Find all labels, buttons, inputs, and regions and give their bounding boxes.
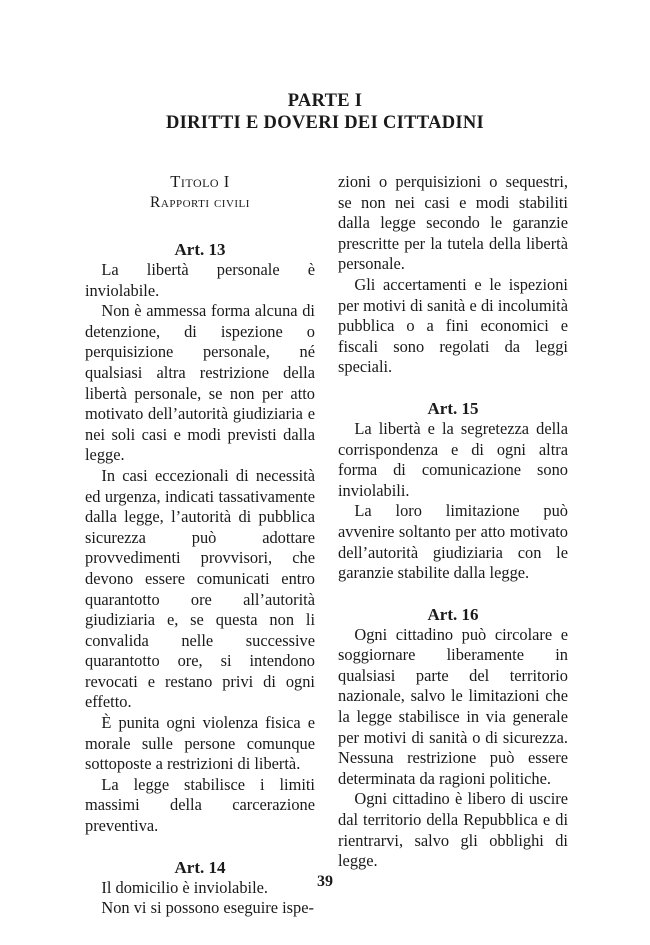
article-13-paragraph: In casi eccezionali di necessità ed urgenza, indicati tassativamente dalla legge, l’autorità di pubblica sicurezza può adottare provvedimenti provvisori, che devono essere comunicati entro quarantotto ore all’autorità giudiziaria e, se questa non li convalida nelle successive quarantotto ore, si intendono revocati e restano privi di ogni effetto.	[85, 465, 315, 712]
article-13-paragraph: La libertà personale è inviolabile.	[85, 260, 315, 300]
article-13-paragraph: È punita ogni violenza fisica e morale sulle persone comunque sottoposte a restrizioni di libertà.	[85, 713, 315, 774]
article-16-paragraph: Ogni cittadino è libero di uscire dal territorio della Repubblica e di rientrarvi, salvo gli obblighi di legge.	[338, 789, 568, 871]
page-number: 39	[317, 873, 333, 890]
title-label: Titolo I	[170, 172, 230, 191]
title-subtitle: Rapporti civili	[150, 193, 250, 211]
title-block	[85, 172, 315, 213]
article-13-paragraph: Non è ammessa forma alcuna di detenzione, di ispezione o perquisizione personale, né qualsiasi altra restrizione della libertà personale, se non per atto motivato dell’autorità giudiziaria e nei soli casi e modi previsti dalla legge.	[85, 301, 315, 465]
part-title: PARTE I	[287, 91, 363, 111]
article-14-paragraph: Il domicilio è inviolabile.	[101, 877, 268, 897]
article-15-heading: Art. 15	[427, 398, 479, 418]
left-column	[85, 172, 315, 919]
article-14-heading: Art. 14	[174, 857, 226, 877]
article-15-paragraph: La loro limitazione può avvenire soltanto per atto motivato dell’autorità giudiziaria con le garanzie stabilite dalla legge.	[338, 501, 568, 583]
article-16-heading: Art. 16	[427, 604, 479, 624]
article-16-paragraph: Ogni cittadino può circolare e soggiornare liberamente in qualsiasi parte del territorio nazionale, salvo le limitazioni che la legge stabilisce in via generale per motivi di sanità o di sicurezza. Nessuna restrizione può essere determinata da ragioni politiche.	[338, 624, 568, 788]
article-14-paragraph: Gli accertamenti e le ispezioni per motivi di sanità e di incolumità pubblica o a fini economici e fiscali sono regolati da leggi speciali.	[338, 274, 568, 377]
right-column	[338, 172, 568, 872]
article-13-heading: Art. 13	[174, 240, 226, 259]
article-13-paragraph: La legge stabilisce i limiti massimi della carcerazione preventiva.	[85, 774, 315, 836]
article-14-paragraph: zioni o perquisizioni o sequestri, se non nei casi e modi stabiliti dalla legge secondo le garanzie prescritte per la tutela della libertà personale.	[338, 172, 568, 274]
article-14-paragraph: Non vi si possono eseguire ispe-	[101, 898, 314, 918]
part-heading	[0, 90, 650, 134]
article-15-paragraph: La libertà e la segretezza della corrispondenza e di ogni altra forma di comunicazione sono inviolabili.	[338, 418, 568, 500]
part-subtitle: DIRITTI E DOVERI DEI CITTADINI	[165, 113, 485, 133]
